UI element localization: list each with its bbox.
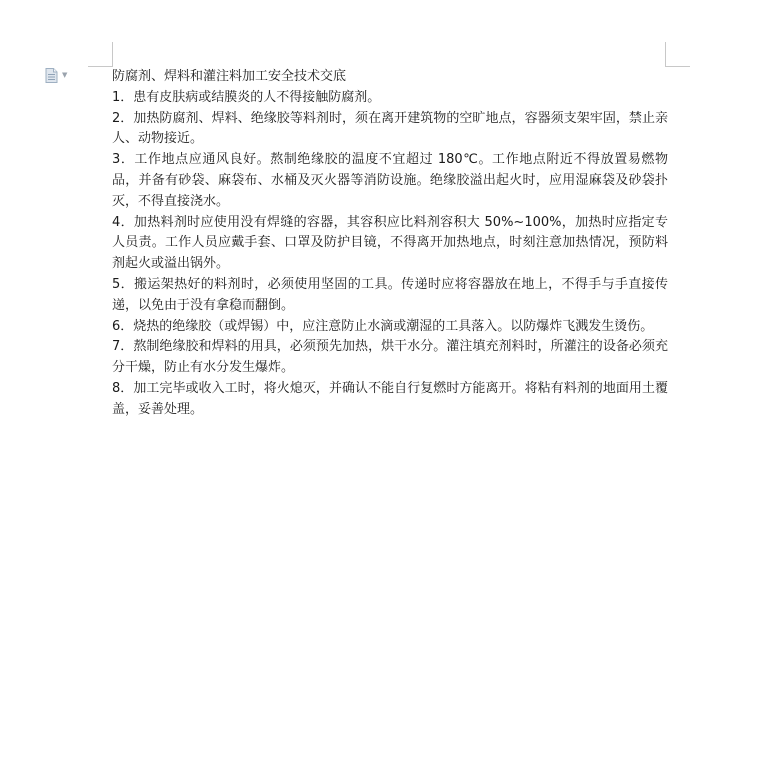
paragraph-1: 1．患有皮肤病或结膜炎的人不得接触防腐剂。 (112, 89, 381, 105)
document-title: 防腐剂、焊料和灌注料加工安全技术交底 (112, 69, 347, 84)
paragraph-options-button[interactable] (45, 67, 75, 83)
paragraph-7: 7．熬制绝缘胶和焊料的用具，必须预先加热，烘干水分。灌注填充剂料时，所灌注的设备必须充分干燥，防止有水分发生爆炸。 (112, 339, 668, 376)
paragraph-3: 3．工作地点应通风良好。熬制绝缘胶的温度不宜超过 180℃。工作地点附近不得放置易燃物品，并备有砂袋、麻袋布、水桶及灭火器等消防设施。绝缘胶溢出起火时，应用湿麻袋及砂袋扑灭，不得直接浇水。 (112, 152, 668, 209)
paragraph-5: 5．搬运架热好的料剂时，必须使用坚固的工具。传递时应将容器放在地上，不得手与手直接传递，以免由于没有拿稳而翻倒。 (112, 276, 668, 313)
paragraph-6: 6．烧热的绝缘胶（或焊锡）中，应注意防止水滴或潮湿的工具落入。以防爆炸飞溅发生烫伤。 (112, 318, 654, 334)
paragraph-2: 2．加热防腐剂、焊料、绝缘胶等料剂时，须在离开建筑物的空旷地点，容器须支架牢固，禁止亲人、动物接近。 (112, 110, 668, 147)
paragraph-8: 8．加工完毕或收入工时，将火熄灭，并确认不能自行复燃时方能离开。将粘有料剂的地面用土覆盖，妥善处理。 (112, 380, 668, 417)
crop-mark-top-right-vertical (665, 42, 666, 67)
document-body (112, 67, 668, 421)
document-icon (45, 68, 58, 83)
crop-mark-top-left-horizontal (88, 66, 113, 67)
paragraph-4: 4．加热料剂时应使用没有焊缝的容器，其容积应比料剂容积大 50%~100%，加热时应指定专人员责。工作人员应戴手套、口罩及防护目镜，不得离开加热地点，时刻注意加热情况，预防料剂起火或溢出锅外。 (112, 214, 668, 272)
chevron-down-icon: ▼ (62, 70, 68, 79)
crop-mark-top-right-horizontal (665, 66, 690, 67)
crop-mark-top-left-vertical (112, 42, 113, 67)
